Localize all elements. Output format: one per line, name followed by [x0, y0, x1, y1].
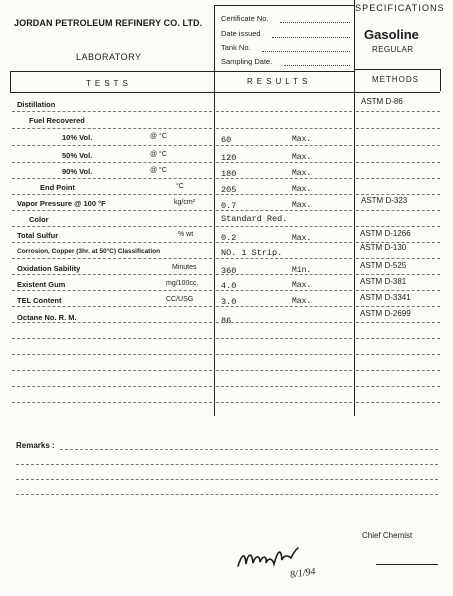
row-rule: [12, 128, 212, 129]
row-rule: [12, 178, 212, 179]
row-rule: [356, 128, 440, 129]
date-issued-label: Date issued: [221, 29, 261, 38]
table-left-edge: [10, 71, 11, 92]
test-unit: @ °C: [150, 151, 167, 158]
row-rule: [12, 111, 212, 112]
result-value: 60: [221, 135, 232, 145]
certificate-no-label: Certificate No.: [221, 14, 269, 23]
row-rule: [216, 128, 352, 129]
test-name: End Point: [40, 183, 75, 192]
result-value: 4.0: [221, 281, 237, 291]
row-rule: [12, 370, 212, 371]
row-rule: [12, 210, 212, 211]
methods-header-right: [440, 69, 441, 91]
date-issued-line: [272, 37, 350, 38]
result-limit: Max.: [292, 297, 312, 306]
row-rule: [356, 274, 440, 275]
result-limit: Max.: [292, 135, 312, 144]
test-name: Vapor Pressure @ 100 °F: [17, 199, 106, 208]
row-rule: [356, 194, 440, 195]
laboratory-label: LABORATORY: [76, 52, 142, 62]
result-limit: Max.: [292, 281, 312, 290]
row-rule: [12, 162, 212, 163]
test-name: Oxidation Sability: [17, 264, 81, 273]
row-rule: [216, 386, 352, 387]
chief-chemist-signature-line: [376, 564, 438, 565]
row-rule: [216, 145, 352, 146]
specifications-label: SPECIFICATIONS: [355, 3, 445, 13]
row-rule: [356, 145, 440, 146]
product-name: Gasoline: [364, 27, 419, 42]
row-rule: [12, 402, 212, 403]
methods-column-divider: [354, 0, 355, 416]
remarks-label: Remarks :: [16, 441, 55, 450]
remarks-line: [16, 479, 438, 480]
row-rule: [216, 338, 352, 339]
signature-scribble: [236, 544, 306, 572]
product-grade: REGULAR: [372, 45, 414, 54]
remarks-line: [16, 464, 438, 465]
row-rule: [216, 194, 352, 195]
result-limit: Max.: [292, 153, 312, 162]
row-rule: [356, 162, 440, 163]
row-rule: [12, 258, 212, 259]
row-rule: [12, 242, 212, 243]
results-column-divider: [214, 71, 215, 416]
row-rule: [216, 162, 352, 163]
test-name: Octane No. R. M.: [17, 313, 77, 322]
result-limit: Max.: [292, 234, 312, 243]
row-rule: [356, 386, 440, 387]
test-method: ASTM D-525: [360, 261, 407, 270]
result-value: 205: [221, 185, 237, 195]
row-rule: [12, 306, 212, 307]
row-rule: [356, 226, 440, 227]
row-rule: [356, 290, 440, 291]
row-rule: [12, 194, 212, 195]
test-name: 90% Vol.: [62, 167, 93, 176]
row-rule: [216, 306, 352, 307]
test-unit: @ °C: [150, 133, 167, 140]
test-method: ASTM D-3341: [360, 293, 411, 302]
row-rule: [356, 111, 440, 112]
test-unit: @ °C: [150, 167, 167, 174]
result-value: 120: [221, 153, 237, 163]
row-rule: [216, 111, 352, 112]
test-method: ASTM D-381: [360, 277, 407, 286]
signature-date: 8/1/94: [289, 566, 317, 581]
test-unit: kg/cm²: [174, 199, 195, 206]
row-rule: [356, 402, 440, 403]
row-rule: [12, 386, 212, 387]
row-rule: [356, 242, 440, 243]
test-unit: °C: [176, 183, 184, 190]
table-top-line: [10, 71, 354, 72]
test-method: ASTM D-323: [361, 196, 408, 205]
result-value: NO. 1 Strip.: [221, 248, 283, 258]
result-limit: Max.: [292, 201, 312, 210]
result-value: Standard Red.: [221, 214, 288, 224]
row-rule: [216, 354, 352, 355]
methods-top-line: [354, 69, 440, 70]
remarks-line: [16, 494, 438, 495]
row-rule: [12, 226, 212, 227]
test-name: 10% Vol.: [62, 133, 93, 142]
row-rule: [216, 226, 352, 227]
info-box-top: [214, 5, 354, 6]
chief-chemist-label: Chief Chemist: [362, 531, 413, 540]
test-name: Color: [29, 215, 49, 224]
sampling-date-label: Sampling Date.: [221, 57, 273, 66]
test-name: Corrosion, Copper (3hr. at 50°C) Classification: [17, 248, 161, 255]
tank-no-label: Tank No.: [221, 43, 251, 52]
info-box-left: [214, 5, 215, 71]
test-name: Distillation: [17, 100, 56, 109]
row-rule: [12, 145, 212, 146]
result-limit: Min.: [292, 266, 312, 275]
row-rule: [356, 258, 440, 259]
test-unit: mg/100cc.: [166, 280, 199, 287]
test-method: ASTM D-1266: [360, 229, 411, 238]
row-rule: [216, 258, 352, 259]
row-rule: [356, 178, 440, 179]
test-method: ASTM D-2699: [360, 309, 411, 318]
sampling-date-line: [284, 65, 350, 66]
results-column-header: RESULTS: [247, 77, 312, 86]
tests-column-header: TESTS: [86, 79, 132, 88]
row-rule: [356, 210, 440, 211]
row-rule: [216, 178, 352, 179]
test-name: 50% Vol.: [62, 151, 93, 160]
test-method: ASTM D-130: [360, 243, 407, 252]
row-rule: [216, 402, 352, 403]
result-value: 180: [221, 169, 237, 179]
result-value: 360: [221, 266, 237, 276]
row-rule: [216, 290, 352, 291]
result-limit: Max.: [292, 169, 312, 178]
row-rule: [356, 370, 440, 371]
row-rule: [216, 242, 352, 243]
result-value: 86: [221, 316, 232, 326]
row-rule: [356, 354, 440, 355]
remarks-line: [60, 449, 438, 450]
company-name: JORDAN PETROLEUM REFINERY CO. LTD.: [14, 18, 203, 28]
row-rule: [216, 322, 352, 323]
row-rule: [356, 322, 440, 323]
row-rule: [12, 274, 212, 275]
row-rule: [12, 338, 212, 339]
row-rule: [216, 210, 352, 211]
row-rule: [356, 338, 440, 339]
test-unit: Minutes: [172, 264, 197, 271]
test-method: ASTM D-86: [361, 97, 403, 106]
result-limit: Max.: [292, 185, 312, 194]
row-rule: [12, 322, 212, 323]
header-bottom-line: [10, 92, 440, 93]
result-value: 3.0: [221, 297, 237, 307]
tank-no-line: [262, 51, 350, 52]
row-rule: [216, 370, 352, 371]
result-value: 0.7: [221, 201, 237, 211]
test-name: TEL Content: [17, 296, 62, 305]
test-name: Fuel Recovered: [29, 116, 85, 125]
test-name: Existent Gum: [17, 280, 66, 289]
test-unit: % wt: [178, 231, 194, 238]
row-rule: [216, 274, 352, 275]
test-name: Total Sulfur: [17, 231, 59, 240]
row-rule: [12, 354, 212, 355]
certificate-no-line: [280, 22, 350, 23]
row-rule: [12, 290, 212, 291]
result-value: 0.2: [221, 233, 237, 243]
test-unit: CC/USG: [166, 296, 194, 303]
methods-column-header: METHODS: [372, 75, 419, 84]
row-rule: [356, 306, 440, 307]
